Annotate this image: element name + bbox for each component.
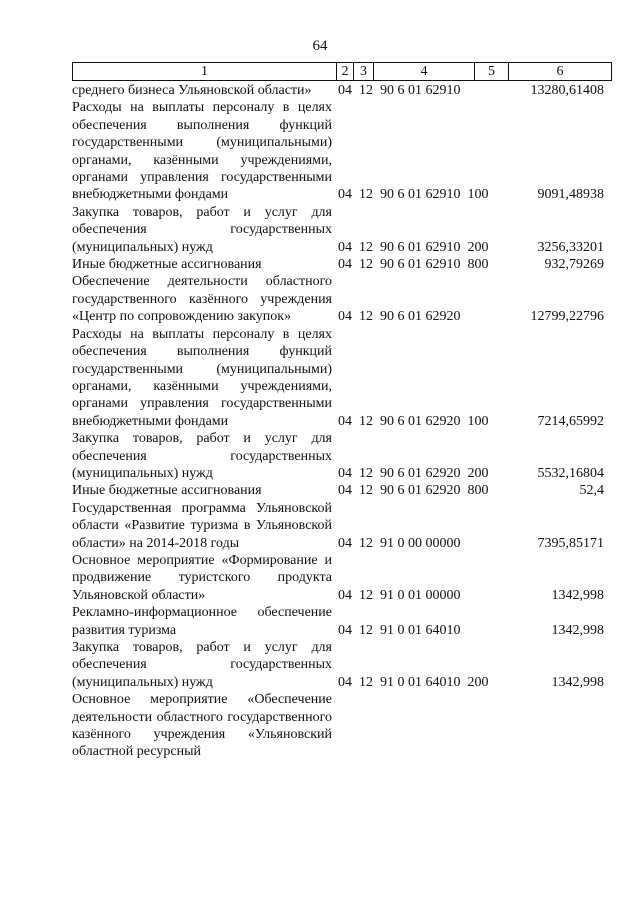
row-amount: 5532,16804 [537,465,604,481]
table-row [72,82,612,99]
row-description: Обеспечение деятельности областного государственного казённого учреждения «Центр по сопровождению закупок» [72,274,332,325]
budget-table-body [72,82,612,761]
row-amount: 52,4 [579,483,604,499]
row-description: Расходы на выплаты персоналу в целях обеспечения выполнения функций государственными (муниципальными) органами, казёнными учреждениями, органами управления государственными внебюджетными фондами [72,326,332,429]
row-amount: 1342,998 [551,587,604,603]
row-budget-code: 04 12 90 6 01 62920 200 [338,465,489,481]
row-budget-code: 04 12 90 6 01 62920 100 [338,413,489,429]
row-amount: 3256,33201 [537,239,604,255]
row-amount: 13280,61408 [530,83,604,98]
row-budget-code: 04 12 90 6 01 62910 100 [338,187,489,203]
row-amount: 1342,998 [551,622,604,638]
table-row [72,99,612,203]
header-col-4: 4 [374,63,475,80]
row-description: Рекламно-информационное обеспечение развития туризма [72,605,332,638]
table-row [72,500,612,552]
row-description: Иные бюджетные ассигнования [72,483,262,499]
row-budget-code: 04 12 91 0 01 00000 [338,587,461,603]
row-description: Расходы на выплаты персоналу в целях обеспечения выполнения функций государственными (муниципальными) органами, казёнными учреждениями, органами управления государственными внебюджетными фондами [72,100,332,203]
page-number: 64 [312,38,328,54]
row-description: Закупка товаров, работ и услуг для обеспечения государственных (муниципальных) нужд [72,640,332,690]
row-amount: 7395,85171 [537,535,604,551]
header-col-3: 3 [354,63,374,80]
table-row [72,204,612,256]
row-description: Закупка товаров, работ и услуг для обеспечения государственных (муниципальных) нужд [72,431,332,481]
table-row [72,482,612,499]
row-description: Основное мероприятие «Формирование и продвижение туристского продукта Ульяновской области» [72,552,332,603]
row-description: Иные бюджетные ассигнования [72,257,262,273]
row-amount: 1342,998 [551,674,604,690]
table-row [72,430,612,482]
row-budget-code: 04 12 90 6 01 62910 800 [338,257,489,273]
row-amount: 7214,65992 [537,413,604,429]
row-budget-code: 04 12 91 0 01 64010 [338,622,461,638]
header-col-6: 6 [556,64,564,79]
header-col-1: 1 [73,63,337,80]
table-row [72,273,612,325]
table-row [72,604,612,639]
table-row [72,326,612,430]
table-row [72,552,612,604]
row-amount: 12799,22796 [530,309,604,325]
row-amount: 9091,48938 [537,187,604,203]
row-budget-code: 04 12 90 6 01 62910 [338,83,461,98]
row-amount: 932,79269 [544,257,604,273]
row-description: Государственная программа Ульяновской области «Развитие туризма в Ульяновской области» на 2014-2018 годы [72,500,332,551]
row-description: Основное мероприятие «Обеспечение деятельности областного государственного казённого учреждения «Ульяновский областной ресурсный [72,692,332,760]
table-row [72,691,612,761]
table-row [72,639,612,691]
row-budget-code: 04 12 90 6 01 62910 200 [338,239,489,255]
row-budget-code: 04 12 91 0 00 00000 [338,535,461,551]
row-budget-code: 04 12 90 6 01 62920 800 [338,483,489,499]
row-description: среднего бизнеса Ульяновской области» [72,83,312,98]
table-row [72,256,612,273]
header-col-5: 5 [475,63,509,80]
table-header [72,62,612,81]
row-budget-code: 04 12 90 6 01 62920 [338,309,461,325]
row-description: Закупка товаров, работ и услуг для обеспечения государственных (муниципальных) нужд [72,204,332,255]
row-budget-code: 04 12 91 0 01 64010 200 [338,674,489,690]
header-col-2: 2 [337,63,354,80]
